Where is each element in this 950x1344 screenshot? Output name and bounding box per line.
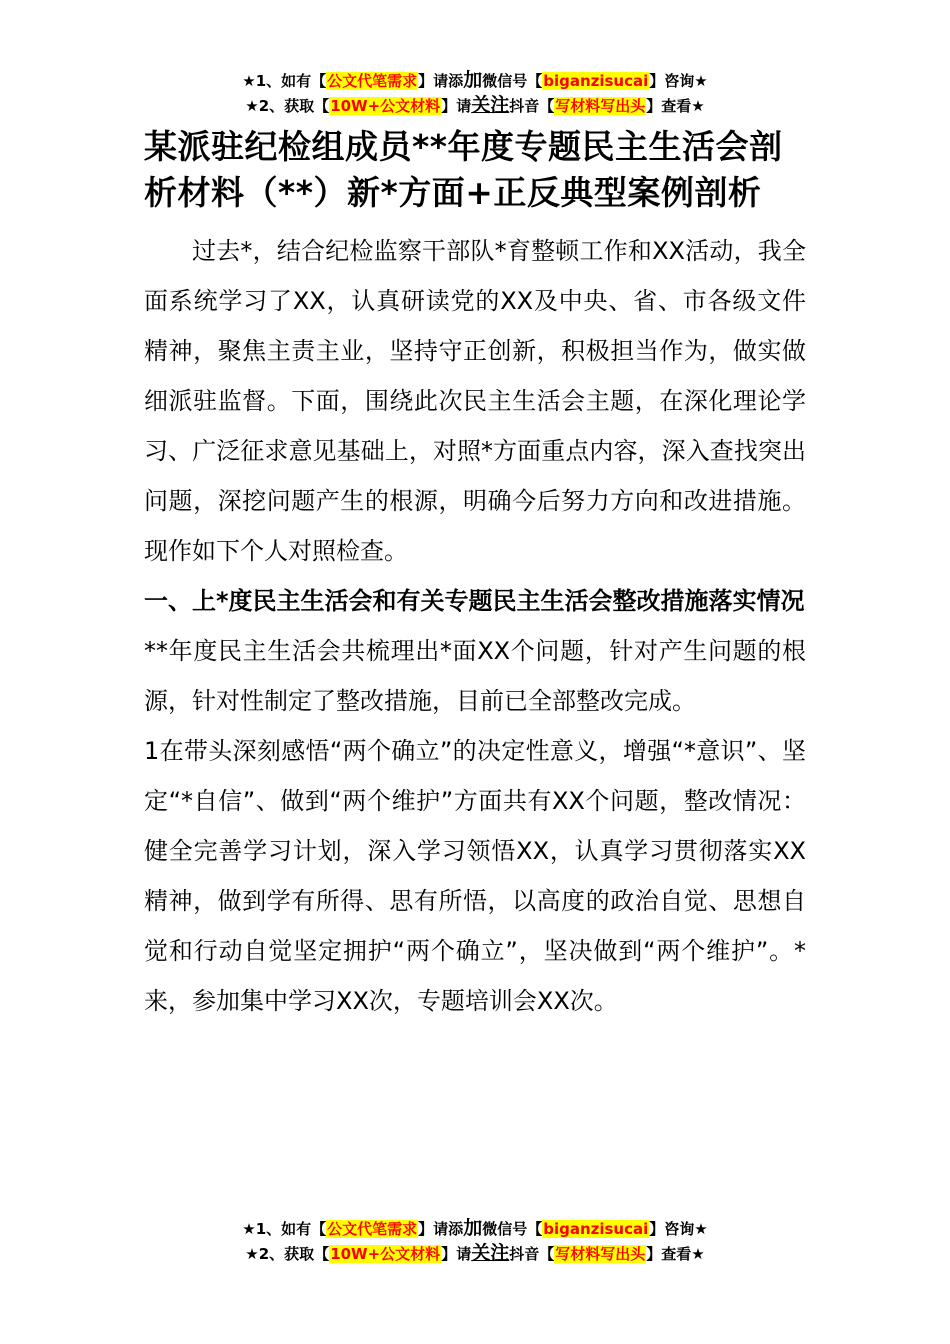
- promo-text: 】查看★: [646, 97, 705, 115]
- promo-text: 】请添: [418, 72, 464, 90]
- promo-emphasis: 加: [463, 69, 483, 91]
- promo-line-1: [0, 1216, 950, 1241]
- section-heading-1: 一、上*度民主生活会和有关专题民主生活会整改措施落实情况: [144, 587, 805, 615]
- promo-banner-top: [0, 68, 950, 118]
- document-body: [144, 124, 806, 1026]
- section-paragraph: 1在带头深刻感悟“两个确立”的决定性意义，增强“*意识”、坚定“*自信”、做到“两个维护”方面共有XX个问题，整改情况：健全完善学习计划，深入学习领悟XX，认真学习贯彻落实XX精神，做到学有所得、思有所悟，以高度的政治自觉、思想自觉和行动自觉坚定拥护“两个确立”，坚决做到“两个维护”。*来，参加集中学习XX次，专题培训会XX次。: [144, 737, 806, 1015]
- wechat-id-highlight: biganzisucai: [543, 1220, 649, 1238]
- promo-text: ★2、获取【: [245, 1245, 330, 1263]
- promo-line-2: [0, 1241, 950, 1266]
- promo-text: ★2、获取【: [245, 97, 330, 115]
- promo-emphasis: 关注: [471, 1242, 510, 1264]
- promo-text: 】咨询★: [649, 1220, 708, 1238]
- promo-text: 抖音【: [509, 97, 555, 115]
- section-paragraph: **年度民主生活会共梳理出*面XX个问题，针对产生问题的根源，针对性制定了整改措施，目前已全部整改完成。: [144, 637, 806, 715]
- promo-text: ★1、如有【: [242, 72, 327, 90]
- promo-text: 】查看★: [646, 1245, 705, 1263]
- promo-banner-bottom: [0, 1216, 950, 1266]
- promo-emphasis: 关注: [471, 94, 510, 116]
- douyin-id-highlight: 写材料写出头: [555, 97, 646, 115]
- promo-line-1: [0, 68, 950, 93]
- promo-text: 】咨询★: [649, 72, 708, 90]
- promo-text: 抖音【: [509, 1245, 555, 1263]
- promo-text: 】请添: [418, 1220, 464, 1238]
- douyin-id-highlight: 写材料写出头: [555, 1245, 646, 1263]
- promo-line-2: [0, 93, 950, 118]
- promo-highlight: 10W+公文材料: [330, 1245, 441, 1263]
- document-title: 某派驻纪检组成员**年度专题民主生活会剖析材料（**）新*方面+正反典型案例剖析: [144, 127, 783, 212]
- promo-highlight: 10W+公文材料: [330, 97, 441, 115]
- promo-text: 微信号【: [482, 1220, 543, 1238]
- promo-text: 】请: [441, 1245, 472, 1263]
- promo-highlight: 公文代笔需求: [327, 72, 418, 90]
- promo-text: ★1、如有【: [242, 1220, 327, 1238]
- promo-text: 】请: [441, 97, 472, 115]
- promo-emphasis: 加: [463, 1217, 483, 1239]
- intro-paragraph: 过去*，结合纪检监察干部队*育整顿工作和XX活动，我全面系统学习了XX，认真研读党的XX及中央、省、市各级文件精神，聚焦主责主业，坚持守正创新，积极担当作为，做实做细派驻监督。下面，围绕此次民主生活会主题，在深化理论学习、广泛征求意见基础上，对照*方面重点内容，深入查找突出问题，深挖问题产生的根源，明确今后努力方向和改进措施。现作如下个人对照检查。: [144, 237, 806, 565]
- promo-highlight: 公文代笔需求: [327, 1220, 418, 1238]
- wechat-id-highlight: biganzisucai: [543, 72, 649, 90]
- promo-text: 微信号【: [482, 72, 543, 90]
